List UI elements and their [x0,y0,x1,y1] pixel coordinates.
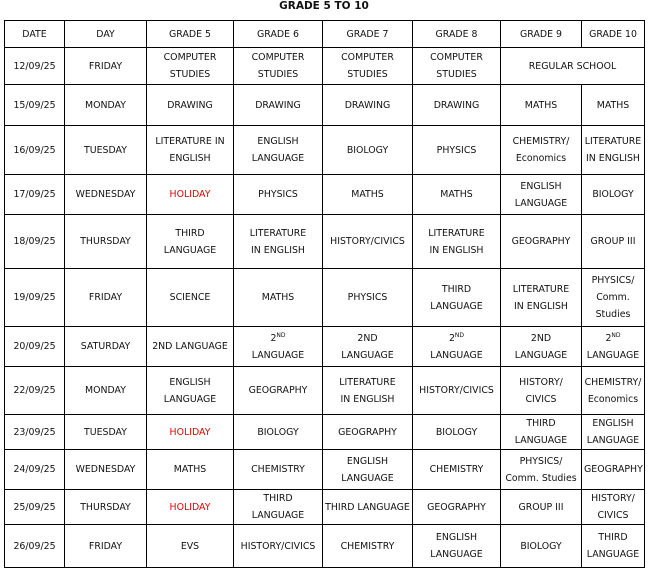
day-cell [65,85,147,126]
cell-text-line: ENGLISH [169,153,211,164]
cell-text: HISTORY/CIVICS [419,385,494,396]
day-cell [65,525,147,568]
subject-cell [147,450,234,490]
cell-text: HISTORY/CIVICS [240,540,316,552]
subject-cell [501,415,582,450]
date-cell [5,85,65,126]
table-row [5,85,645,126]
cell-text: 20/09/25 [13,341,56,352]
cell-text: DRAWING [167,99,213,111]
cell-text-line: STUDIES [347,69,388,80]
cell-text-line: STUDIES [257,69,299,80]
subject-cell [147,327,234,367]
subject-cell [147,525,234,568]
day-cell [65,450,147,490]
subject-cell [323,269,413,327]
cell-text: FRIDAY [88,540,123,552]
ordinal-suffix: ND [276,331,286,339]
date-cell [5,525,65,568]
cell-text-line: Economics [587,393,639,405]
subject-cell [582,415,645,450]
subject-cell [323,215,413,269]
cell-text: 17/09/25 [13,189,56,200]
cell-text-line: ENGLISH [435,532,478,543]
subject-cell [582,367,645,415]
table-row [5,269,645,327]
cell-text-line: COMPUTER [430,52,483,63]
subject-cell [413,215,501,269]
subject-cell [323,367,413,415]
subject-cell [582,327,645,367]
cell-text: 25/09/25 [13,501,56,513]
cell-text-line: LITERATURE [249,227,307,239]
cell-text: BIOLOGY [435,426,478,438]
cell-text: WEDNESDAY [75,464,136,475]
ordinal-suffix: ND [454,331,465,339]
day-cell [65,269,147,327]
subject-cell [501,215,582,269]
subject-cell [147,490,234,525]
cell-text-line: Comm. [596,292,630,303]
day-cell [65,367,147,415]
subject-cell [501,367,582,415]
cell-text: PHYSICS [258,189,298,200]
cell-text: 12/09/25 [13,60,56,72]
subject-cell [234,327,323,367]
subject-cell [582,126,645,175]
cell-text: HOLIDAY [169,189,211,200]
subject-cell [582,525,645,568]
cell-text-line: LITERATURE [584,136,642,147]
table-row [5,525,645,568]
cell-text: DRAWING [344,99,391,111]
column-header: GRADE 5 [147,21,234,48]
cell-text-line: LANGUAGE [586,549,640,560]
subject-cell [501,269,582,327]
cell-text-line: LANGUAGE [251,153,305,164]
cell-text: FRIDAY [88,292,123,303]
cell-text-line: LANGUAGE [430,549,483,560]
page-title: GRADE 5 TO 10 [279,0,369,12]
subject-cell [582,269,645,327]
subject-cell [234,126,323,175]
subject-cell [582,85,645,126]
table-row [5,450,645,490]
subject-cell [413,327,501,367]
column-header: GRADE 9 [501,21,582,48]
cell-text: MATHS [440,189,473,200]
cell-text-line: ENGLISH [592,418,634,429]
cell-text: DRAWING [433,99,480,111]
table-row [5,126,645,175]
cell-text-line: IN ENGLISH [429,244,484,256]
subject-cell [234,215,323,269]
cell-text: THIRD LANGUAGE [251,493,305,521]
cell-text-line: THIRD [175,227,205,239]
date-cell [5,490,65,525]
cell-text-line: LITERATURE IN [155,136,225,147]
cell-text-line: ENGLISH [257,136,299,147]
cell-text-line: CHEMISTRY/ [584,376,642,388]
subject-cell [234,175,323,215]
cell-text-line: COMPUTER [251,52,305,63]
subject-cell [582,450,645,490]
cell-text-line: ENGLISH [520,180,562,192]
cell-text-line: 2ND [530,332,552,344]
subject-cell [147,269,234,327]
cell-text: MONDAY [85,99,126,111]
cell-text-line: CIVICS [597,510,629,521]
cell-text: GEOGRAPHY [427,501,486,513]
subject-cell [413,525,501,568]
cell-text: GEOGRAPHY [248,385,308,396]
subject-cell [413,85,501,126]
cell-text-line: IN ENGLISH [340,393,395,405]
cell-text: GEOGRAPHY [584,464,643,475]
cell-text: GROUP III [590,236,636,247]
cell-text: HOLIDAY [169,501,211,513]
subject-cell [234,415,323,450]
header-row [5,21,645,48]
date-cell [5,367,65,415]
cell-text-line: THIRD [598,532,628,543]
cell-text-line: IN ENGLISH [514,300,568,312]
cell-text-line: CIVICS [525,393,557,405]
cell-text: DRAWING [255,99,301,111]
cell-text-line: LANGUAGE [514,349,568,361]
table-row [5,490,645,525]
subject-cell [582,215,645,269]
subject-cell [234,85,323,126]
date-cell [5,269,65,327]
cell-text-line: LANGUAGE [430,349,483,361]
cell-text: THIRD LANGUAGE [325,501,410,513]
cell-text: TUESDAY [84,426,127,438]
subject-cell [323,48,413,85]
ordinal-suffix: ND [611,331,621,339]
cell-text: TUESDAY [84,144,127,156]
date-cell [5,215,65,269]
subject-cell [413,175,501,215]
cell-text-line: STUDIES [436,69,477,80]
cell-text-line: Economics [515,153,567,164]
cell-text: BIOLOGY [257,426,299,438]
subject-cell [323,525,413,568]
cell-text-line: LITERATURE [339,376,396,388]
subject-cell [582,175,645,215]
day-cell [65,48,147,85]
exam-timetable [4,20,645,568]
subject-cell [413,126,501,175]
cell-text: MATHS [524,99,558,111]
subject-cell [234,450,323,490]
subject-cell [323,85,413,126]
cell-text-line: LANGUAGE [163,244,217,256]
cell-text: MONDAY [85,385,126,396]
cell-text-line: LANGUAGE [586,349,640,361]
cell-text: THURSDAY [80,236,131,247]
cell-text: 18/09/25 [13,236,56,247]
subject-cell [323,327,413,367]
cell-text-line: LANGUAGE [341,472,394,484]
day-cell [65,175,147,215]
cell-text: MATHS [351,189,384,200]
cell-text-line: THIRD [526,418,556,429]
subject-cell [582,490,645,525]
subject-cell [501,175,582,215]
subject-cell [413,450,501,490]
cell-text: HISTORY/CIVICS [330,236,405,247]
subject-cell [413,269,501,327]
date-cell [5,327,65,367]
cell-text-line: LANGUAGE [341,349,394,361]
table-row [5,327,645,367]
cell-text: FRIDAY [88,60,123,72]
column-header: GRADE 10 [582,21,645,48]
subject-cell [501,450,582,490]
subject-cell [323,175,413,215]
cell-text: CHEMISTRY [251,464,305,475]
day-cell [65,415,147,450]
cell-text-line: STUDIES [169,69,211,80]
subject-cell [147,367,234,415]
cell-text-line: PHYSICS/ [519,455,563,467]
cell-text: 24/09/25 [13,464,56,475]
cell-text: CHEMISTRY [429,464,484,475]
ordinal-number: 2 [448,332,455,344]
cell-text-line: LITERATURE [512,283,570,295]
cell-text: 22/09/25 [13,385,56,396]
subject-cell [323,126,413,175]
cell-text: MATHS [596,99,630,111]
cell-text-line: Studies [595,309,631,320]
subject-cell [147,85,234,126]
date-cell [5,450,65,490]
merged-cell [501,48,645,85]
table-row [5,215,645,269]
cell-text: WEDNESDAY [75,189,136,200]
subject-cell [323,450,413,490]
subject-cell [501,327,582,367]
cell-text: GEOGRAPHY [338,426,397,438]
cell-text: THURSDAY [80,501,131,513]
cell-text: REGULAR SCHOOL [528,60,617,72]
cell-text: BIOLOGY [520,540,562,552]
table-row [5,175,645,215]
subject-cell [413,415,501,450]
cell-text: 19/09/25 [13,292,56,303]
date-cell [5,415,65,450]
date-cell [5,126,65,175]
subject-cell [234,490,323,525]
cell-text: 2ND LANGUAGE [152,341,228,352]
subject-cell [147,175,234,215]
subject-cell [234,269,323,327]
date-cell [5,48,65,85]
cell-text: PHYSICS [347,292,388,303]
cell-text-line: ENGLISH [346,455,389,467]
cell-text: HOLIDAY [169,426,211,438]
subject-cell [147,215,234,269]
cell-text: MATHS [261,292,295,303]
cell-text-line: COMPUTER [341,52,394,63]
subject-cell [413,48,501,85]
cell-text-line: 2ND [357,332,378,344]
table-row [5,367,645,415]
cell-text: GROUP III [518,501,564,513]
column-header: DATE [5,21,65,48]
cell-text-line: LANGUAGE [514,197,568,209]
column-header: GRADE 8 [413,21,501,48]
column-header: DAY [65,21,147,48]
cell-text-line: IN ENGLISH [251,244,305,256]
subject-cell [147,126,234,175]
day-cell [65,126,147,175]
subject-cell [501,490,582,525]
cell-text: MATHS [173,464,207,475]
cell-text-line: PHYSICS/ [591,275,635,286]
subject-cell [234,525,323,568]
cell-text: SCIENCE [169,292,211,303]
cell-text: CHEMISTRY [340,540,395,552]
subject-cell [147,48,234,85]
column-header: GRADE 6 [234,21,323,48]
subject-cell [501,85,582,126]
table-row [5,415,645,450]
subject-cell [501,126,582,175]
cell-text-line: COMPUTER [163,52,217,63]
cell-text: 16/09/25 [13,144,56,156]
cell-text-line: HISTORY/ [519,376,563,388]
subject-cell [323,415,413,450]
cell-text-line: Comm. Studies [505,472,577,484]
subject-cell [413,367,501,415]
cell-text-line: LANGUAGE [586,435,640,446]
cell-text: PHYSICS [436,144,477,156]
subject-cell [234,48,323,85]
cell-text-line: LANGUAGE [163,393,217,405]
subject-cell [323,490,413,525]
ordinal-number: 2 [605,332,612,344]
ordinal-number: 2 [270,332,277,344]
cell-text: 26/09/25 [13,540,56,552]
day-cell [65,215,147,269]
cell-text-line: IN ENGLISH [586,153,640,164]
subject-cell [234,367,323,415]
cell-text-line: ENGLISH [169,376,211,388]
subject-cell [147,415,234,450]
subject-cell [413,490,501,525]
cell-text: BIOLOGY [592,189,634,200]
column-header: GRADE 7 [323,21,413,48]
cell-text: THIRD LANGUAGE [430,283,483,312]
date-cell [5,175,65,215]
cell-text: BIOLOGY [346,144,389,156]
cell-text-line: HISTORY/ [591,493,635,504]
cell-text: GEOGRAPHY [511,236,571,247]
table-row [5,48,645,85]
subject-cell [501,525,582,568]
day-cell [65,327,147,367]
day-cell [65,490,147,525]
cell-text: EVS [180,540,200,552]
cell-text-line: LANGUAGE [514,435,568,446]
cell-text-line: LANGUAGE [251,349,305,361]
cell-text: 15/09/25 [13,99,56,111]
cell-text: 23/09/25 [13,426,56,438]
cell-text-line: CHEMISTRY/ [512,136,570,147]
cell-text-line: LITERATURE [428,227,485,239]
cell-text: SATURDAY [80,341,131,352]
